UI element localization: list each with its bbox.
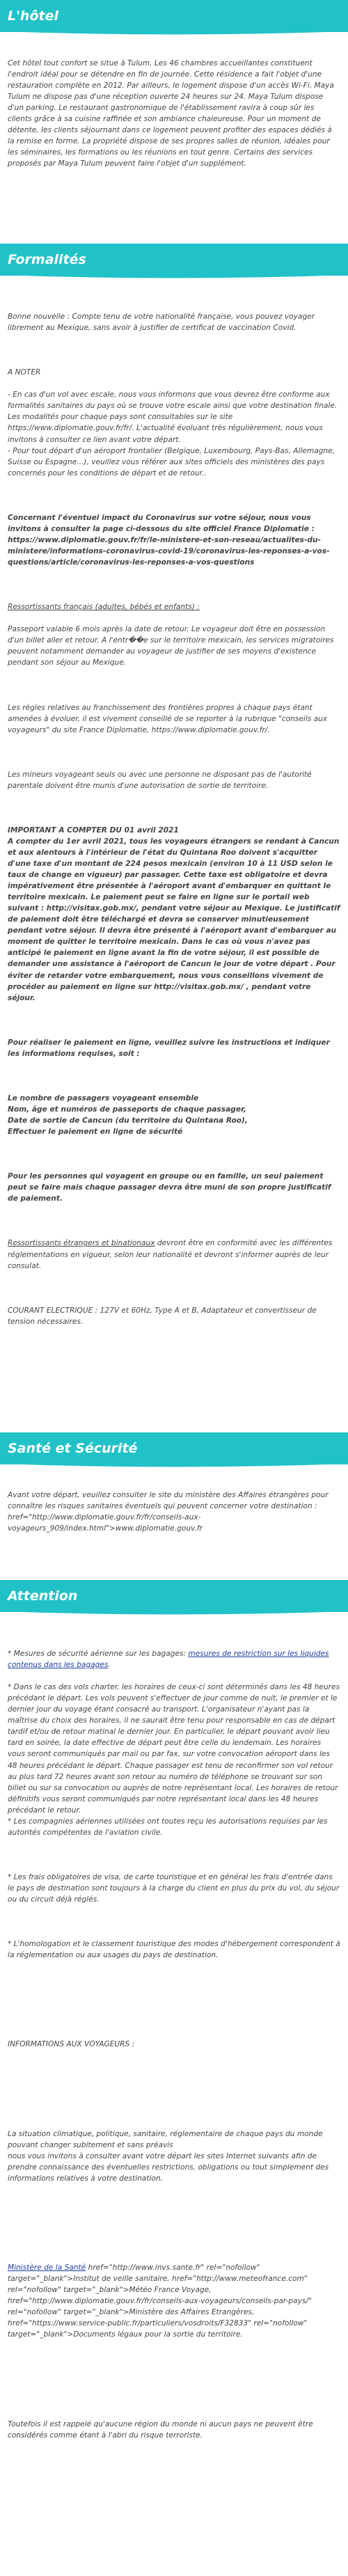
liquides-restriction-link[interactable]: mesures de restriction sur les liquides contenus dans les bagages	[8, 1650, 329, 1670]
formalites-intro: Bonne nouvelle : Compte tenu de votre nationalité française, vous pouvez voyager librement au Mexique, sans avoir à justifier de certificat de vaccination Covid.	[8, 313, 315, 333]
section-title-sante: Santé et Sécurité	[8, 1441, 138, 1456]
hotel-description	[8, 58, 340, 169]
vols-charter-paragraph: * Dans le cas des vols charter, les horaires de ceux-ci sont déterminés dans les 48 heures précédant le départ. Les vols peuvent s'effectuer de jour comme de nuit, le premier et le dernier jour du voyage étant consacré au transport. L'organisateur n'ayant pas la maîtrise du choix des horaires, il ne saurait être tenu pour responsable en cas de départ tardif et/ou de retour matinal le dernier jour. En particulier, le départ pouvant avoir lieu tard en soirée, la date effective de départ peut être celle du lendemain. Les horaires vous seront communiqués par mail ou par fax, sur votre convocation aéroport dans les 48 heures précédant le départ. Chaque passager est tenu de reconfirmer son vol retour au plus tard 72 heures avant son retour au numéro de téléphone se trouvant sur son billet ou sur sa convocation ou auprès de notre représentant local. Les horaires de retour définitifs vous seront communiqués par notre représentant local dans les 48 heures précédant le retour. * Les compagnies aériennes utilisées ont toutes reçu les autorisations requises par les autorités compétentes de l'aviation civile.	[8, 1683, 340, 1837]
section-header-formalites	[0, 244, 348, 276]
wave-divider-icon	[0, 1460, 348, 1469]
binationaux-body: devront être en conformité avec les différentes réglementations en vigueur, selon leur nationalité et devront s'informer auprès de leur consulat.	[8, 1239, 333, 1270]
wave-divider-icon	[0, 28, 348, 36]
frontieres-paragraph: Les règles relatives au franchissement des frontières propres à chaque pays étant amenées à évoluer, il est vivement conseillé de se reporter à la rubrique "conseils aux voyageurs" du site France Diplomatie, https://www.diplomatie.gouv.fr/.	[8, 703, 328, 734]
bagages-suffix: .	[108, 1661, 111, 1670]
binationaux-paragraph	[8, 1238, 340, 1271]
terrorisme-notice: Toutefois il est rappelé qu'aucune région du monde ni aucun pays ne peuvent être considérés comme étant à l'abri du risque terroriste.	[8, 2419, 313, 2440]
bagages-paragraph	[8, 1648, 340, 1670]
homologation-paragraph: * L'homologation et le classement touristique des modes d'hébergement correspondent à la réglementation ou aux usages du pays de destination.	[8, 1940, 340, 1960]
section-title-attention: Attention	[8, 1588, 78, 1604]
ressortissants-label: Ressortissants français (adultes, bébés et enfants) :	[8, 603, 200, 612]
courant-electrique: COURANT ELECTRIQUE : 127V et 60Hz, Type A et B, Adaptateur et convertisseur de tension nécessaires.	[8, 1306, 317, 1326]
section-header-hotel	[0, 0, 348, 32]
ministere-sante-link[interactable]: Ministère de la Santé	[8, 2263, 86, 2273]
sante-content	[8, 1490, 340, 1534]
section-header-sante	[0, 1432, 348, 1464]
important-notice: IMPORTANT A COMPTER DU 01 avril 2021 A compter du 1er avril 2021, tous les voyageurs étrangers se rendant à Cancun et aux alentours à l'intérieur de l'état du Quintana Roo doivent s'acquitter d'une taxe d'un montant de 224 pesos mexicain (environ 10 à 11 USD selon le taux de change en vigueur) par passager. Cette taxe est obligatoire et devra impérativement être présentée à l'aéroport avant d'embarquer en quittant le territoire mexicain. Le paiement peut se faire en ligne sur le portail web suivant : http://visitax.gob.mx/, pendant votre séjour au Mexique. Le justificatif de paiement doit être téléchargé et devra se conserver minutieusement pendant votre séjour. Il devra être présenté à l'aéroport avant d'embarquer au moment de quitter le territoire mexicain. Dans le cas où vous n'avez pas anticipé le paiement en ligne avant la fin de votre séjour, il est possible de demander une assistance à l'aéroport de Cancun le jour de votre départ . Pour éviter de retarder votre embarquement, nous vous conseillons vivement de procéder au paiement en ligne sur http://visitax.gob.mx/ , pendant votre séjour.	[8, 825, 340, 1002]
liens-suite: href="http://www.invs.sante.fr" rel="nofollow" target="_blank">Institut de veille sanitaire, href="http://www.meteofrance.com" rel="nofollow" target="_blank">Météo France Voyage, href="http://www.diplomatie.gouv.fr/fr/conseils-aux-voyageurs/conseils-par-pays/" rel="nofollow" target="_blank">Ministère des Affaires Etrangères, href="https://www.service-public.fr/particuliers/vosdroits/F32833" rel="nofollow" target="_blank">Documents légaux pour la sortie du territoire.	[8, 2263, 312, 2339]
liens-officiels	[8, 2262, 340, 2340]
section-title-formalites: Formalités	[8, 252, 86, 267]
famille-notice: Pour les personnes qui voyagent en groupe ou en famille, un seul paiement peut se faire mais chaque passager devra être muni de son propre justificatif de paiement.	[8, 1172, 331, 1203]
paiement-instructions: Pour réaliser le paiement en ligne, veuillez suivre les instructions et indiquer les informations requises, soit :	[8, 1038, 330, 1058]
covid-notice: Concernant l'éventuel impact du Coronavirus sur votre séjour, nous vous invitons à consulter la page ci-dessous du site officiel France Diplomatie : https://www.diplomatie.gouv.fr/fr/le-ministere-et-son-reseau/actualites-du-ministere/informations-coronavirus-covid-19/coronavirus-les-reponses-a-vos-questions/article/coronavirus-les-reponses-a-vos-questions	[8, 513, 330, 567]
hotel-paragraph: Cet hôtel tout confort se situe à Tulum. Les 46 chambres accueillantes constituent l'endroit idéal pour se détendre en fin de journée. Cette résidence a fait l'objet d'une restauration complète en 2012. Par ailleurs, le logement dispose d'un accès Wi-Fi. Maya Tulum ne dispose pas d'une réception ouverte 24 heures sur 24. Maya Tulum dispose d'un parking. Le restaurant gastronomique de l'établissement ravira à coup sûr les clients grâce à sa cuisine raffinée et son ambiance chaleureuse. Pour un moment de détente, les clients séjournant dans ce logement peuvent profiter des espaces dédiés à la remise en forme. La propriété dispose de ses propres salles de réunion, idéales pour les séminaires, les formations ou les réunions en tout genre. Certains des services proposés par Maya Tulum peuvent faire l'objet d'un supplément.	[8, 59, 334, 168]
situation-paragraph: La situation climatique, politique, sanitaire, réglementaire de chaque pays du monde pouvant changer subitement et sans préavis nous vous invitons à consulter avant votre départ les sites Internet suivants afin de prendre connaissance des éventuelles restrictions, obligations ou tout simplement des informations relatives à votre destination.	[8, 2129, 329, 2183]
info-voyageurs-heading: INFORMATIONS AUX VOYAGEURS :	[8, 2040, 135, 2049]
mineurs-paragraph: Les mineurs voyageant seuls ou avec une personne ne disposant pas de l'autorité parentale doivent être munis d'une autorisation de sortie de territoire.	[8, 770, 312, 790]
wave-divider-icon	[0, 1608, 348, 1616]
section-title-hotel: L'hôtel	[8, 8, 58, 24]
binationaux-label: Ressortissants étrangers et binationaux	[8, 1239, 155, 1248]
sante-paragraph: Avant votre départ, veuillez consulter le site du ministère des Affaires étrangères pour connaître les risques sanitaires éventuels qui peuvent concerner votre destination : href="http://www.diplomatie.gouv.fr/fr/conseils-aux-voyageurs_909/index.html">www.diplomatie.gouv.fr	[8, 1491, 329, 1533]
paiement-liste: Le nombre de passagers voyageant ensemble Nom, âge et numéros de passeports de chaque passager, Date de sortie de Cancun (du territoire du Quintana Roo), Effectuer le paiement en ligne de sécurité	[8, 1093, 248, 1137]
frais-visa-paragraph: * Les frais obligatoires de visa, de carte touristique et en général les frais d'entrée dans le pays de destination sont toujours à la charge du client en plus du prix du vol, du séjour ou du circuit déjà réglés.	[8, 1872, 340, 1904]
bagages-prefix: * Mesures de sécurité aérienne sur les bagages:	[8, 1650, 189, 1659]
nota-body: - En cas d'un vol avec escale, nous vous informons que vous devrez être conforme aux formalités sanitaires du pays où se trouve votre escale ainsi que votre destination finale. Les modalités pour chaque pays sont consultables sur le site https://www.diplomatie.gouv.fr/fr/. L'actualité évoluant très régulièrement, nous vous invitons à consulter ce lien avant votre départ. - Pour tout départ d'un aéroport frontalier (Belgique, Luxembourg, Pays-Bas, Allemagne, Suisse ou Espagne...), veuillez vous référer aux sites officiels des ministères des pays concernés pour les conditions de départ et de retour..	[8, 390, 338, 477]
formalites-content	[8, 300, 340, 1338]
wave-divider-icon	[0, 271, 348, 280]
section-header-attention	[0, 1580, 348, 1612]
attention-content	[8, 1637, 340, 2452]
ressortissants-body: Passeport valable 6 mois après la date de retour. Le voyageur doit être en possession d'un billet aller et retour. A l'entr��e sur le territoire mexicain, les services migratoires peuvent notamment demander au voyageur de justifier de ses moyens d'existence pendant son séjour au Mexique.	[8, 625, 334, 667]
nota-heading: A NOTER	[8, 368, 41, 377]
